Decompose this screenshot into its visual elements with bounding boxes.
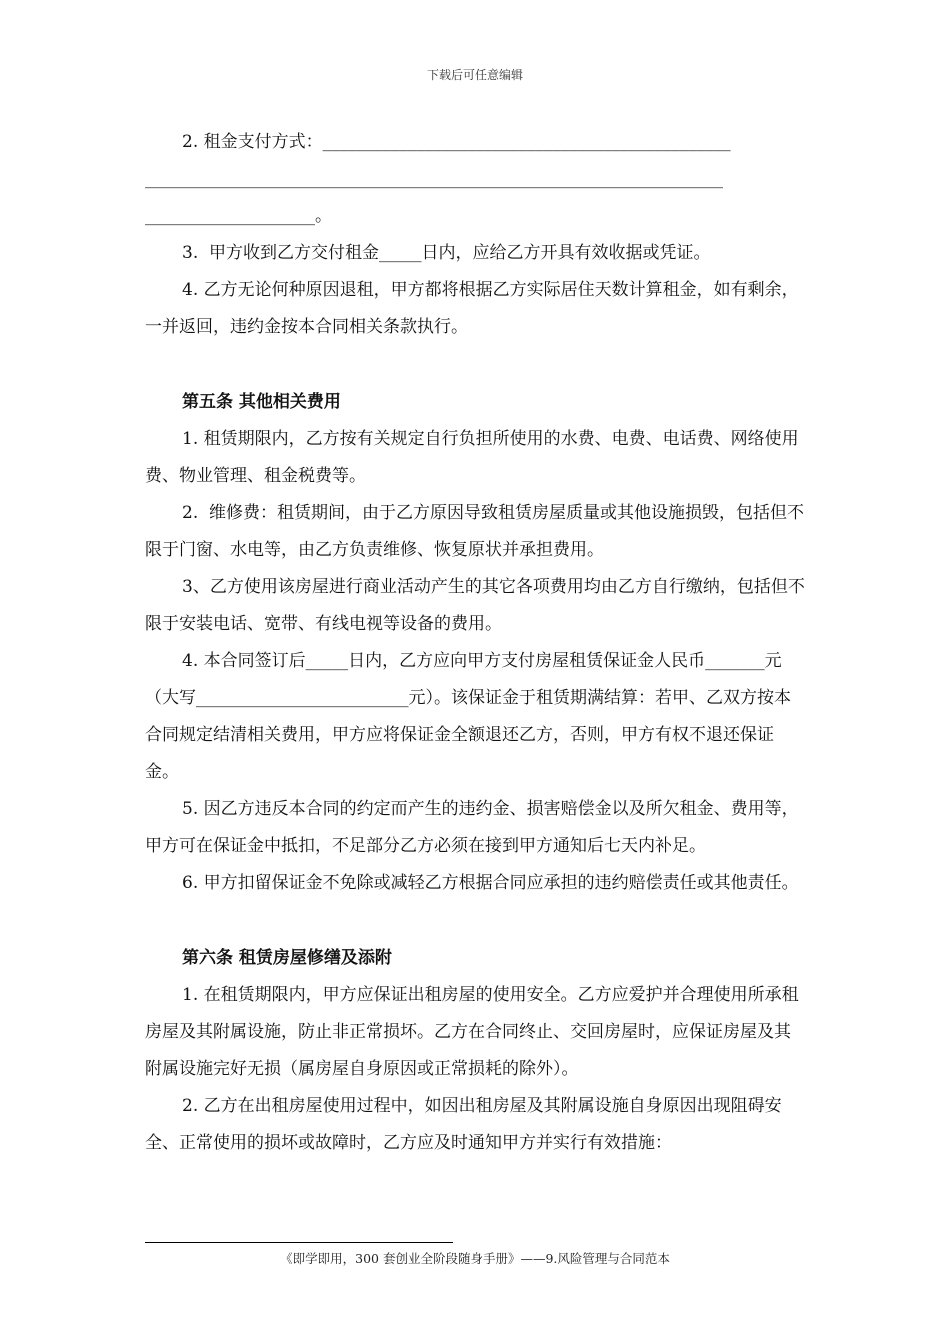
paragraph: 3、乙方使用该房屋进行商业活动产生的其它各项费用均由乙方自行缴纳，包括但不限于安装电话、宽带、有线电视等设备的费用。: [145, 577, 805, 634]
paragraph: ____________________________________________________________________: [145, 169, 723, 189]
paragraph: 3. 甲方收到乙方交付租金_____日内，应给乙方开具有效收据或凭证。: [182, 243, 711, 263]
paragraph: ____________________。: [145, 206, 332, 226]
paragraph: 2. 维修费：租赁期间，由于乙方原因导致租赁房屋质量或其他设施损毁，包括但不限于门窗、水电等，由乙方负责维修、恢复原状并承担费用。: [145, 503, 805, 560]
page-footer: 《即学即用，300 套创业全阶段随身手册》——9.风险管理与合同范本: [280, 1251, 670, 1266]
section-heading: 第五条 其他相关费用: [182, 392, 341, 412]
paragraph: 1. 在租赁期限内，甲方应保证出租房屋的使用安全。乙方应爱护并合理使用所承租房屋及其附属设施，防止非正常损坏。乙方在合同终止、交回房屋时，应保证房屋及其附属设施完好无损（属房屋自身原因或正常损耗的除外）。: [145, 985, 799, 1079]
page-header: 下载后可任意编辑: [426, 68, 523, 82]
document-body: [145, 124, 807, 1162]
paragraph: 2. 租金支付方式：________________________________________________: [182, 132, 731, 152]
paragraph: 4. 乙方无论何种原因退租，甲方都将根据乙方实际居住天数计算租金，如有剩余，一并返回，违约金按本合同相关条款执行。: [145, 280, 799, 337]
section-heading: 第六条 租赁房屋修缮及添附: [182, 948, 392, 968]
paragraph: 5. 因乙方违反本合同的约定而产生的违约金、损害赔偿金以及所欠租金、费用等，甲方可在保证金中抵扣，不足部分乙方必须在接到甲方通知后七天内补足。: [145, 799, 799, 856]
paragraph: 2. 乙方在出租房屋使用过程中，如因出租房屋及其附属设施自身原因出现阻碍安全、正常使用的损坏或故障时，乙方应及时通知甲方并实行有效措施：: [145, 1096, 782, 1153]
paragraph: 1. 租赁期限内，乙方按有关规定自行负担所使用的水费、电费、电话费、网络使用费、物业管理、租金税费等。: [145, 429, 799, 486]
footer-divider: [145, 1242, 453, 1243]
paragraph: 4. 本合同签订后_____日内，乙方应向甲方支付房屋租赁保证金人民币_______元（大写_________________________元）。该保证金于租赁期满结算：若甲、乙双方按本合同规定结清相关费用，甲方应将保证金全额退还乙方，否则，甲方有权不退还保证金。: [145, 651, 791, 782]
paragraph: 6. 甲方扣留保证金不免除或减轻乙方根据合同应承担的违约赔偿责任或其他责任。: [182, 873, 799, 893]
